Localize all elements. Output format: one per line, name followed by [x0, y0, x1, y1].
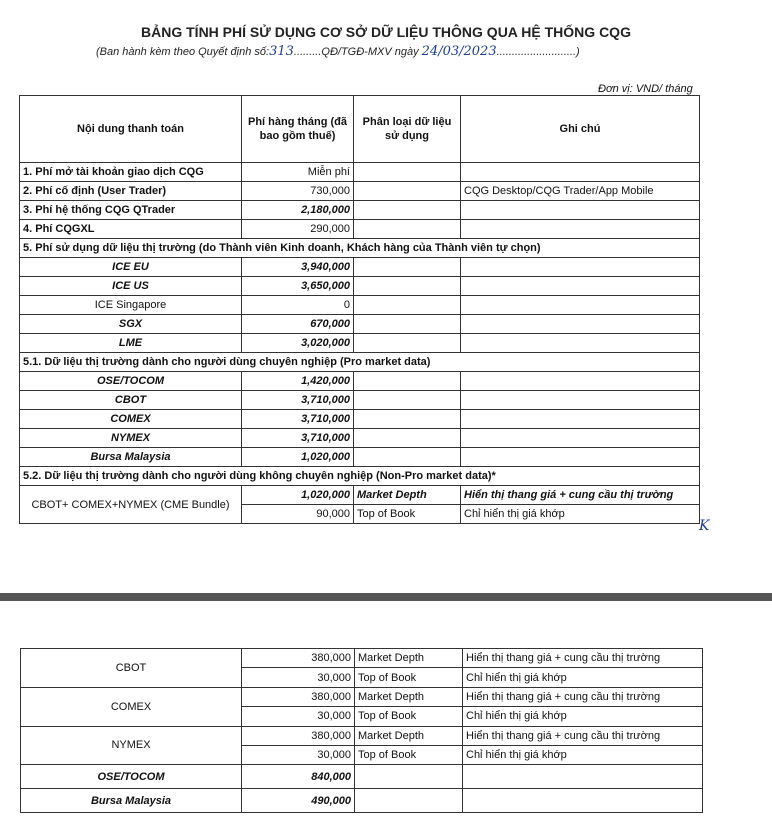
row-label: CBOT: [20, 391, 242, 410]
row-label: 2. Phí cố định (User Trader): [20, 182, 242, 201]
row-label: CBOT: [21, 649, 242, 688]
row-type: Market Depth: [355, 726, 463, 745]
row-label: COMEX: [21, 687, 242, 726]
row-note: [461, 391, 700, 410]
table-row: [20, 182, 700, 201]
row-fee: 670,000: [242, 315, 354, 334]
row-type: [354, 277, 461, 296]
row-note: [461, 334, 700, 353]
row-fee: 3,710,000: [242, 429, 354, 448]
row-fee: 380,000: [242, 726, 355, 745]
document-title: BẢNG TÍNH PHÍ SỬ DỤNG CƠ SỞ DỮ LIỆU THÔNG QUA HỆ THỐNG CQG: [141, 24, 631, 40]
fee-table-continued: [20, 648, 703, 813]
row-note: Hiển thị thang giá + cung cầu thị trường: [461, 486, 700, 505]
section-row: [20, 353, 700, 372]
bundle-label: CBOT+ COMEX+NYMEX (CME Bundle): [20, 486, 242, 524]
row-note: [461, 448, 700, 467]
table-row: [20, 448, 700, 467]
row-fee: 290,000: [242, 220, 354, 239]
row-note: [463, 789, 703, 813]
row-type: [354, 182, 461, 201]
row-label: NYMEX: [20, 429, 242, 448]
row-type: [354, 163, 461, 182]
row-type: [354, 410, 461, 429]
row-note: [461, 201, 700, 220]
row-type: Top of Book: [355, 745, 463, 764]
row-fee: 30,000: [242, 707, 355, 726]
row-type: [355, 789, 463, 813]
row-type: [354, 391, 461, 410]
row-fee: 840,000: [242, 765, 355, 789]
row-fee: 3,650,000: [242, 277, 354, 296]
row-label: 3. Phí hệ thống CQG QTrader: [20, 201, 242, 220]
table-row: [20, 258, 700, 277]
header-monthly-fee: Phí hàng tháng (đã bao gồm thuế): [242, 96, 354, 163]
row-fee: 30,000: [242, 745, 355, 764]
table-row: [20, 296, 700, 315]
row-type: Top of Book: [355, 668, 463, 687]
row-fee: 1,020,000: [242, 486, 354, 505]
row-fee: Miễn phí: [242, 163, 354, 182]
row-label: ICE Singapore: [20, 296, 242, 315]
table-row: [20, 410, 700, 429]
row-fee: 1,020,000: [242, 448, 354, 467]
row-label: NYMEX: [21, 726, 242, 765]
section-row: [20, 239, 700, 258]
row-fee: 490,000: [242, 789, 355, 813]
header-notes: Ghi chú: [461, 96, 700, 163]
row-note: Chỉ hiển thị giá khớp: [463, 668, 703, 687]
subtitle-prefix: (Ban hành kèm theo Quyết định số:: [96, 46, 270, 58]
row-fee: 3,710,000: [242, 391, 354, 410]
row-type: [354, 334, 461, 353]
row-note: [463, 765, 703, 789]
row-fee: 0: [242, 296, 354, 315]
row-label: Bursa Malaysia: [21, 789, 242, 813]
fee-table: [19, 95, 700, 524]
row-fee: 1,420,000: [242, 372, 354, 391]
row-label: ICE US: [20, 277, 242, 296]
row-fee: 2,180,000: [242, 201, 354, 220]
row-note: Hiển thị thang giá + cung cầu thị trường: [463, 726, 703, 745]
table-row: [21, 687, 703, 706]
subtitle-mid: .........QĐ/TGĐ-MXV ngày: [293, 46, 419, 58]
row-type: Market Depth: [355, 687, 463, 706]
page-separator: [0, 593, 772, 601]
section-row: [20, 467, 700, 486]
table-row: [20, 220, 700, 239]
table-row: [20, 391, 700, 410]
row-label: 1. Phí mở tài khoản giao dịch CQG: [20, 163, 242, 182]
row-type: Market Depth: [355, 649, 463, 668]
row-fee: 30,000: [242, 668, 355, 687]
table-row: [20, 334, 700, 353]
table-row: [20, 315, 700, 334]
row-type: [354, 296, 461, 315]
section-5-label: 5. Phí sử dụng dữ liệu thị trường (do Thành viên Kinh doanh, Khách hàng của Thành viên tự chọn): [20, 239, 700, 258]
row-fee: 90,000: [242, 505, 354, 524]
section-5-2-label: 5.2. Dữ liệu thị trường dành cho người dùng không chuyên nghiệp (Non-Pro market data)*: [20, 467, 700, 486]
row-fee: 730,000: [242, 182, 354, 201]
row-note: [461, 315, 700, 334]
row-note: [461, 410, 700, 429]
table-row: [21, 726, 703, 745]
table-header-row: [20, 96, 700, 163]
row-note: Chỉ hiển thị giá khớp: [461, 505, 700, 524]
row-label: OSE/TOCOM: [21, 765, 242, 789]
row-label: LME: [20, 334, 242, 353]
row-type: [354, 258, 461, 277]
row-label: 4. Phí CQGXL: [20, 220, 242, 239]
header-data-type: Phân loại dữ liệu sử dụng: [354, 96, 461, 163]
table-row: [21, 649, 703, 668]
row-type: [354, 448, 461, 467]
row-note: [461, 163, 700, 182]
row-note: Hiển thị thang giá + cung cầu thị trường: [463, 687, 703, 706]
document-subtitle: [96, 44, 580, 59]
row-note: Chỉ hiển thị giá khớp: [463, 707, 703, 726]
table-row: [21, 789, 703, 813]
row-note: Hiển thị thang giá + cung cầu thị trường: [463, 649, 703, 668]
section-5-1-label: 5.1. Dữ liệu thị trường dành cho người dùng chuyên nghiệp (Pro market data): [20, 353, 700, 372]
handwritten-initial: K: [699, 518, 710, 534]
row-label: OSE/TOCOM: [20, 372, 242, 391]
row-label: Bursa Malaysia: [20, 448, 242, 467]
row-fee: 380,000: [242, 649, 355, 668]
row-type: [354, 220, 461, 239]
header-content: Nội dung thanh toán: [20, 96, 242, 163]
row-type: Top of Book: [354, 505, 461, 524]
table-row: [20, 486, 700, 505]
currency-unit: Đơn vị: VND/ tháng: [598, 83, 693, 95]
row-note: [461, 429, 700, 448]
row-fee: 380,000: [242, 687, 355, 706]
table-row: [21, 765, 703, 789]
table-row: [20, 277, 700, 296]
row-type: [355, 765, 463, 789]
row-fee: 3,710,000: [242, 410, 354, 429]
row-label: SGX: [20, 315, 242, 334]
table-row: [20, 163, 700, 182]
decision-date: 24/03/2023: [421, 44, 497, 59]
row-fee: 3,940,000: [242, 258, 354, 277]
row-type: [354, 315, 461, 334]
row-label: COMEX: [20, 410, 242, 429]
table-row: [20, 372, 700, 391]
row-note: [461, 277, 700, 296]
row-note: [461, 220, 700, 239]
row-type: Top of Book: [355, 707, 463, 726]
row-fee: 3,020,000: [242, 334, 354, 353]
decision-number: 313: [269, 44, 294, 59]
row-note: Chỉ hiển thị giá khớp: [463, 745, 703, 764]
row-type: [354, 201, 461, 220]
row-note: [461, 296, 700, 315]
table-row: [20, 429, 700, 448]
row-type: [354, 429, 461, 448]
row-note: [461, 258, 700, 277]
row-label: ICE EU: [20, 258, 242, 277]
row-type: Market Depth: [354, 486, 461, 505]
table-row: [20, 201, 700, 220]
row-note: CQG Desktop/CQG Trader/App Mobile: [461, 182, 700, 201]
subtitle-suffix: ..........................): [496, 46, 580, 58]
row-note: [461, 372, 700, 391]
row-type: [354, 372, 461, 391]
